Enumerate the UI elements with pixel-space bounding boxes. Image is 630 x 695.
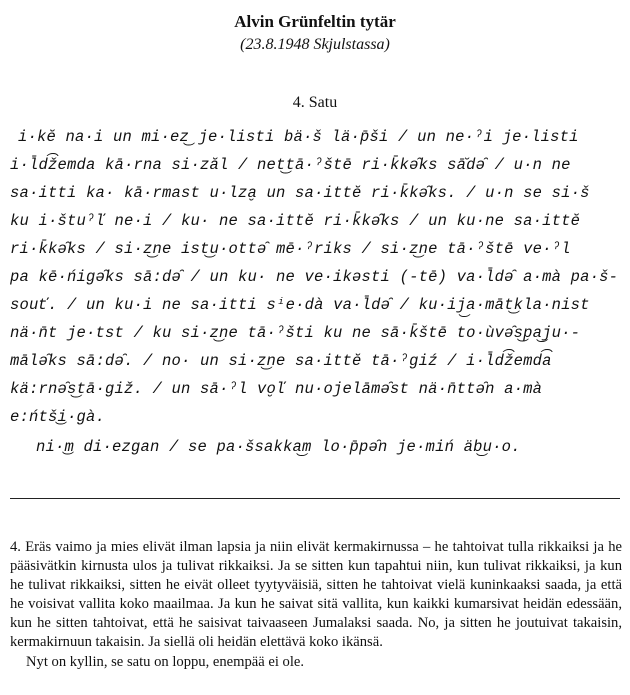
transcription-line: ri·k̄kə̑ks / si·z͜ne ist͜u·ottə̑ mē·ˀriks / si·z͜ne tā·ˀštē ve·ˀl: [10, 240, 571, 258]
transcription-line: nä·n̄t je·tst / ku si·z͜ne tā·ˀšti ku ne sā·k̄štē to·ùvə̑s͜pa͜ju·-: [10, 324, 581, 342]
story-heading: 4. Satu: [292, 94, 338, 111]
transcription-line: sa·itti ka· kā·rmast u·lza̮ un sa·ittĕ ri·k̄kə̑ks. / u·n se si·š: [10, 184, 590, 202]
translation-paragraph: 4. Eräs vaimo ja mies elivät ilman lapsia ja niin elivät kermakirnussa – he tahtoivat tulla rikkaiksi ja he pääsivätkin kirnusta ulos ja tulivat rikkaiksi. Ja se sitten kun tapahtui niin, kun tulivat rikkaiksi, ja kun he tulivat rikkaiksi, sitten he eivät olleet tyytyväisiä, sitten he tahtoivat vielä kuninkaaksi saada, ja että he voisivat vallita koko maailmaa. Ja kun he saivat sitä vallita, kun kaikki kumarsivat heidän edessään, kun he sitten tahtoivat, että he saisivat taivaaseen Jumalaksi saada. No, ja sitten he joutuivat takaisin, kermakirnuun takaisin. Ja siellä oli heidän elettävä koko ikänsä.: [10, 539, 622, 651]
transcription-line: ku i·štuˀľ ne·i / ku· ne sa·ittĕ ri·k̄kə̑ks / un ku·ne sa·ittĕ: [10, 212, 581, 230]
finnish-translation: [10, 538, 622, 672]
transcription-line: i·kĕ na·i un mi·ez͜ je·listi bä·š lä·p̄ši / un ne·ˀi je·listi: [18, 128, 579, 146]
document-title: Alvin Grünfeltin tytär: [234, 12, 396, 31]
transcription-line: mālə̑ks sā:də̑. / no· un si·z͜ne sa·ittĕ tā·ˀgiź / i·l̄d͡žemd͡a: [10, 352, 552, 370]
transcription-line: e:ńtš͜i·gà.: [10, 408, 106, 426]
translation-closing: Nyt on kyllin, se satu on loppu, enempää ei ole.: [26, 653, 305, 670]
transcription-line: i·l̄d͡žemda kā·rna si·zăl / net͜tā·ˀštē ri·k̄kə̑ks sā̆də̑ / u·n ne: [10, 156, 571, 174]
document-subtitle: (23.8.1948 Skjulstassa): [240, 36, 390, 53]
transcription-line: pa kē·ńigə̑ks sā:də̑ / un ku· ne ve·ikəsti (-tē) va·l̄də̑ a·mà pa·š-: [10, 268, 619, 286]
transcription-line: ni·͜m di·ezgan / se pa·šsakka͜m lo·p̄pə̑n je·miń äb͜u·o.: [36, 438, 521, 456]
section-divider: [10, 498, 620, 499]
transcription-line: kä:rnə̑s͜tā·giž. / un sā·ˀl vo̮ľ nu·ojelāmə̑st nä·n̄ttə̑n a·mà: [10, 380, 543, 398]
transcription-line: souť. / un ku·i ne sa·itti sⁱe·dà va·l̄də̑ / ku·ij͜a·māt͜kla·nist: [10, 296, 590, 314]
